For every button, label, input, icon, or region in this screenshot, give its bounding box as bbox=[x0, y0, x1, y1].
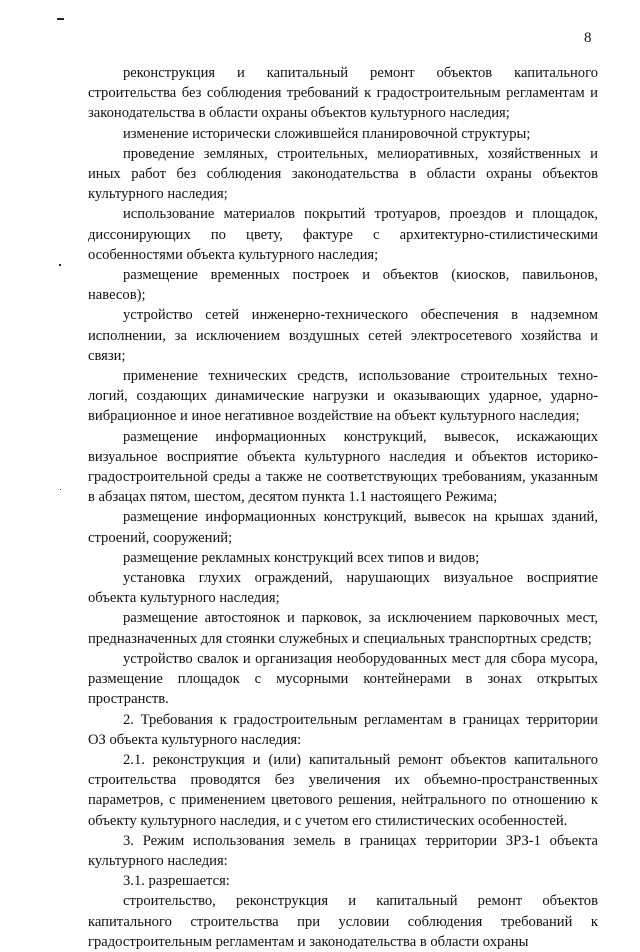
paragraph: проведение земляных, строительных, мелиоративных, хозяйственных и иных работ без соблюдения законодательства в области охраны объектов культурного наследия; bbox=[88, 145, 598, 203]
paragraph: размещение информационных конструкций, вывесок, искажающих визуальное восприятие объекта культурного наследия и объектов историко-градостроительной среды а также не соответствующих требованиям, указанным в абзацах пятом, шестом, десятом пункта 1.1 настоящего Режима; bbox=[88, 428, 598, 506]
scan-mark bbox=[57, 18, 64, 20]
paragraph: 2.1. реконструкция и (или) капитальный ремонт объектов капитального строительства проводятся без увеличения их объемно-пространственных параметров, с применением цветового решения, нейтрального по отношению к объекту культурного наследия, и с учетом его стилистических особенностей. bbox=[88, 751, 598, 829]
paragraph: установка глухих ограждений, нарушающих визуальное восприятие объекта культурного наследия; bbox=[88, 570, 598, 607]
page-number: 8 bbox=[584, 30, 592, 46]
paragraph: устройство сетей инженерно-технического обеспечения в надземном исполнении, за исключением воздушных сетей электросетевого хозяйства и связи; bbox=[88, 307, 598, 364]
paragraph: реконструкция и капитальный ремонт объектов капитального строительства без соблюдения требований к градостроительным регламентам и законодательства в области охраны объектов культурного наследия; bbox=[88, 65, 598, 122]
subsection-heading: 3.1. разрешается: bbox=[123, 873, 230, 890]
section-heading: 3. Режим использования земель в границах территории ЗРЗ-1 объекта культурного наследия: bbox=[88, 832, 598, 869]
paragraph: применение технических средств, использование строительных технологий, создающих динамические нагрузки и оказывающих ударное, ударно-вибрационное и иное негативное воздействие на объект культурного наследия; bbox=[88, 368, 598, 425]
paragraph: строительство, реконструкция и капитальный ремонт объектов капитального строительства при условии соблюдения требований к градостроительным регламентам и законодательства в области охраны bbox=[88, 893, 598, 950]
paragraph: устройство свалок и организация необорудованных мест для сбора мусора, размещение площадок с мусорными контейнерами в зонах открытых пространств. bbox=[88, 650, 598, 708]
scan-mark bbox=[59, 264, 61, 266]
document-body bbox=[88, 63, 598, 952]
section-heading: 2. Требования к градостроительным регламентам в границах территории ОЗ объекта культурного наследия: bbox=[88, 711, 598, 748]
paragraph: размещение автостоянок и парковок, за исключением парковочных мест, предназначенных для стоянки служебных и специальных транспортных средств; bbox=[88, 610, 598, 647]
paragraph: использование материалов покрытий тротуаров, проездов и площадок, диссонирующих по цвету, фактуре с архитектурно-стилистическими особенностями объекта культурного наследия; bbox=[88, 206, 598, 263]
paragraph: изменение исторически сложившейся планировочной структуры; bbox=[123, 125, 531, 142]
scan-mark bbox=[60, 489, 61, 490]
paragraph: размещение рекламных конструкций всех типов и видов; bbox=[123, 549, 480, 566]
paragraph: размещение временных построек и объектов (киосков, павильонов, навесов); bbox=[88, 267, 598, 304]
paragraph: размещение информационных конструкций, вывесок на крышах зданий, строений, сооружений; bbox=[88, 509, 598, 546]
